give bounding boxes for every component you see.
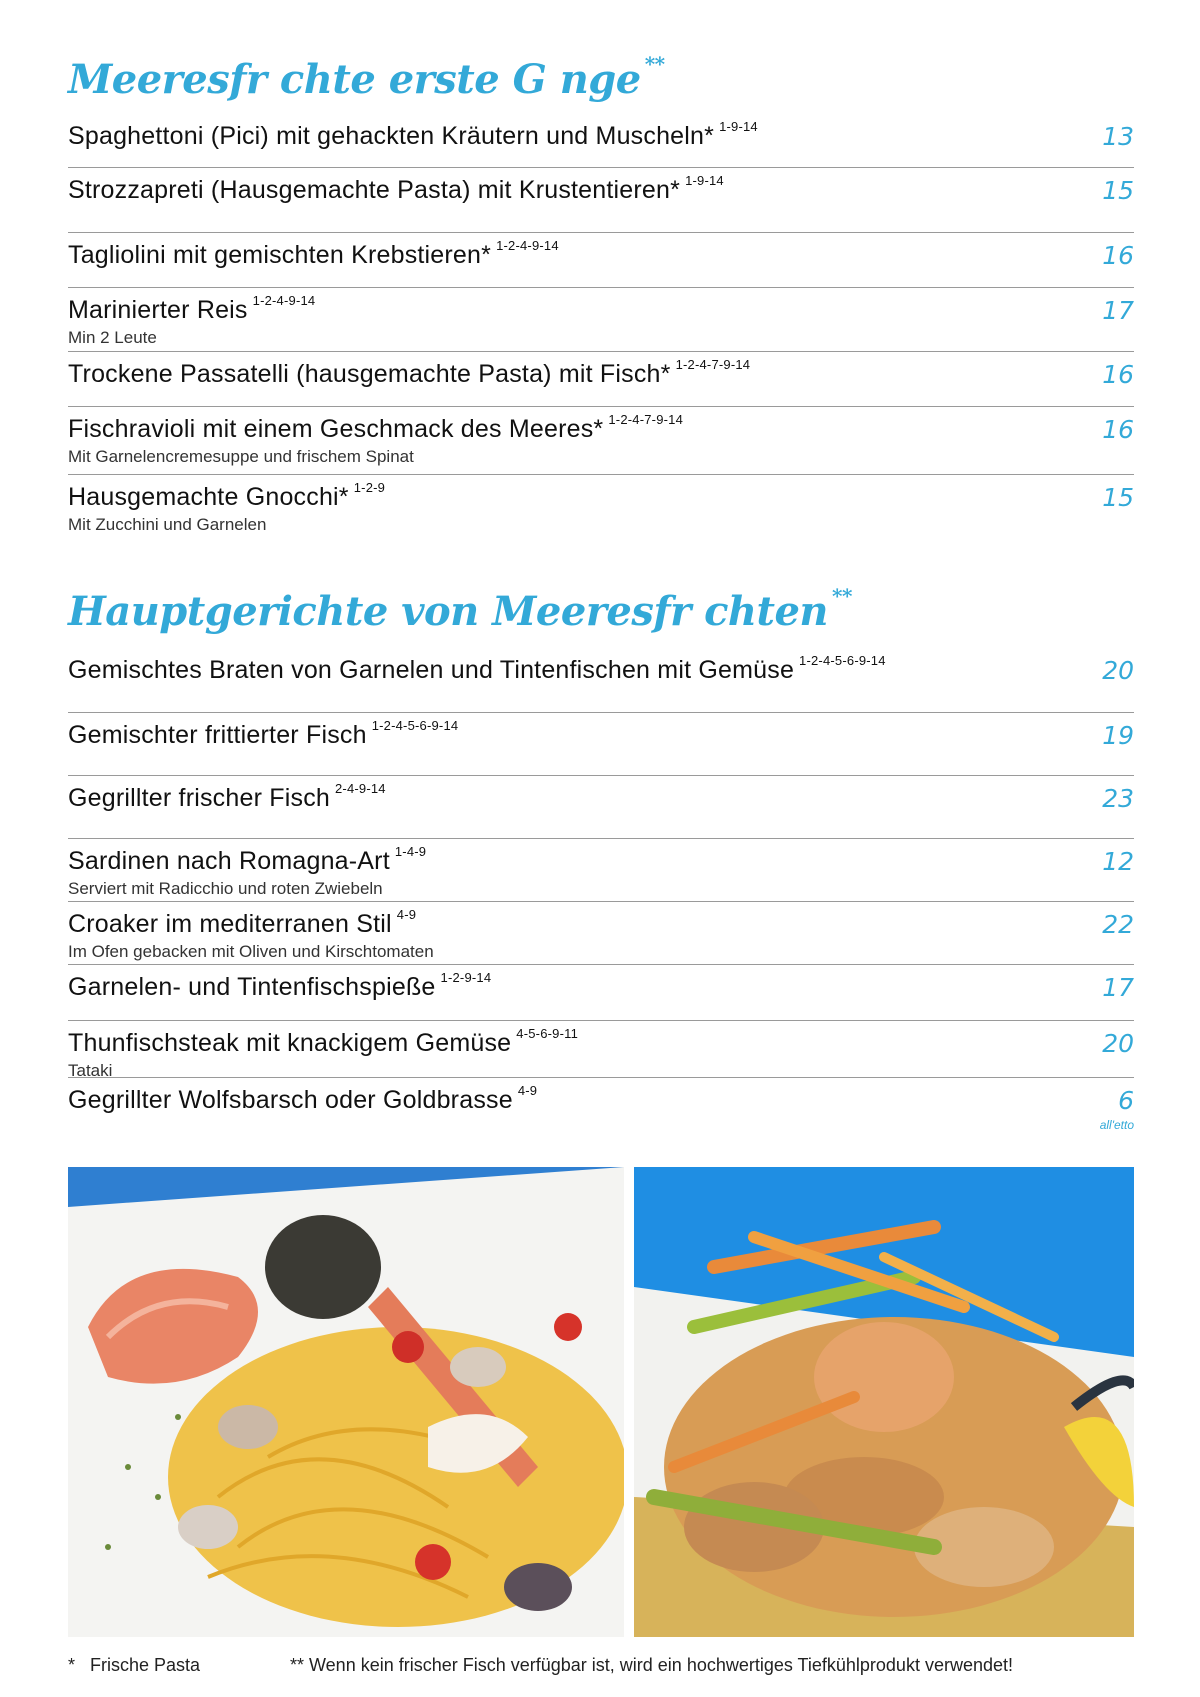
dish-name	[68, 717, 459, 750]
dish-name	[68, 906, 417, 939]
dish-price: 22	[1102, 910, 1134, 939]
allergen-codes: 1-2-4-9-14	[496, 237, 559, 253]
dish-price: 23	[1102, 784, 1134, 813]
allergen-codes: 1-2-4-5-6-9-14	[371, 717, 459, 733]
dish-name	[68, 356, 751, 389]
dish-description: Mit Garnelencremesuppe und frischem Spinat	[68, 447, 414, 466]
allergen-codes: 1-2-9	[353, 479, 386, 495]
dish-name-text: Thunfischsteak mit knackigem Gemüse	[68, 1029, 512, 1057]
dish-price: 6	[1118, 1086, 1134, 1115]
dish-name	[68, 780, 386, 813]
dish-name	[68, 237, 559, 270]
section-title-main-courses: Hauptgerichte von Meeresfr chten **	[68, 584, 852, 635]
allergen-codes: 4-9	[396, 906, 417, 922]
menu-item	[68, 1021, 1134, 1078]
first-courses-list	[68, 114, 1134, 533]
dish-name	[68, 652, 886, 685]
menu-item	[68, 839, 1134, 902]
dish-name-text: Gegrillter Wolfsbarsch oder Goldbrasse	[68, 1086, 513, 1114]
price-unit-note: all'etto	[1099, 1118, 1134, 1132]
dish-name-text: Spaghettoni (Pici) mit gehackten Kräutern und Muscheln*	[68, 122, 715, 150]
dish-name	[68, 1025, 579, 1058]
dish-price: 20	[1102, 656, 1134, 685]
menu-item	[68, 776, 1134, 839]
dish-price: 17	[1102, 296, 1134, 325]
dish-name-text: Strozzapreti (Hausgemachte Pasta) mit Krustentieren*	[68, 176, 681, 204]
fried-seafood-photo	[634, 1167, 1134, 1637]
allergen-codes: 1-4-9	[394, 843, 427, 859]
footnote-fresh-pasta: * Frische Pasta	[68, 1655, 201, 1675]
allergen-codes: 1-2-4-5-6-9-14	[799, 652, 886, 668]
dish-price: 16	[1102, 241, 1134, 270]
allergen-codes: 4-5-6-9-11	[516, 1025, 579, 1041]
dish-name-text: Sardinen nach Romagna-Art	[68, 847, 390, 875]
dish-name-text: Tagliolini mit gemischten Krebstieren*	[68, 241, 492, 269]
seafood-pasta-photo	[68, 1167, 624, 1637]
dish-description: Im Ofen gebacken mit Oliven und Kirschtomaten	[68, 942, 434, 961]
menu-item	[68, 1078, 1134, 1130]
dish-price: 15	[1102, 483, 1134, 512]
menu-item	[68, 352, 1134, 407]
main-courses-list	[68, 648, 1134, 1130]
dish-price: 13	[1102, 122, 1134, 151]
dish-name	[68, 118, 758, 151]
dish-name-text: Garnelen- und Tintenfischspieße	[68, 973, 436, 1001]
menu-item	[68, 407, 1134, 475]
menu-item	[68, 114, 1134, 168]
dish-name	[68, 292, 316, 325]
dish-name	[68, 969, 492, 1002]
dish-price: 19	[1102, 721, 1134, 750]
allergen-codes: 4-9	[517, 1082, 538, 1098]
section-title-first-courses: Meeresfr chte erste G nge **	[68, 52, 665, 103]
menu-item	[68, 288, 1134, 352]
allergen-codes: 2-4-9-14	[335, 780, 386, 796]
dish-description: Mit Zucchini und Garnelen	[68, 515, 267, 534]
dish-price: 20	[1102, 1029, 1134, 1058]
allergen-codes: 1-2-9-14	[440, 969, 492, 985]
dish-name-text: Trockene Passatelli (hausgemachte Pasta) mit Fisch*	[68, 360, 671, 388]
dish-name-text: Gegrillter frischer Fisch	[68, 784, 330, 812]
dish-name-text: Gemischtes Braten von Garnelen und Tintenfischen mit Gemüse	[68, 656, 795, 684]
dish-name	[68, 479, 386, 512]
dish-name	[68, 411, 684, 444]
menu-item	[68, 713, 1134, 776]
allergen-codes: 1-2-4-7-9-14	[608, 411, 684, 427]
menu-item	[68, 168, 1134, 233]
dish-description: Tataki	[68, 1061, 113, 1080]
dish-name-text: Hausgemachte Gnocchi*	[68, 483, 349, 511]
dish-price: 12	[1102, 847, 1134, 876]
allergen-codes: 1-2-4-7-9-14	[675, 356, 751, 372]
dish-price: 16	[1102, 415, 1134, 444]
dish-name-text: Croaker im mediterranen Stil	[68, 910, 392, 938]
menu-item	[68, 475, 1134, 533]
menu-item	[68, 648, 1134, 713]
footnote-frozen-fish: ** Wenn kein frischer Fisch verfügbar ist, wird ein hochwertiges Tiefkühlprodukt verwendet!	[290, 1655, 1013, 1675]
menu-item	[68, 965, 1134, 1021]
dish-name-text: Gemischter frittierter Fisch	[68, 721, 367, 749]
dish-description: Serviert mit Radicchio und roten Zwiebeln	[68, 879, 383, 898]
dish-price: 17	[1102, 973, 1134, 1002]
allergen-codes: 1-2-4-9-14	[252, 292, 316, 308]
dish-name-text: Marinierter Reis	[68, 296, 248, 324]
allergen-codes: 1-9-14	[719, 118, 758, 134]
dish-name	[68, 172, 724, 205]
dish-price: 15	[1102, 176, 1134, 205]
allergen-codes: 1-9-14	[685, 172, 724, 188]
dish-name	[68, 1082, 538, 1115]
menu-item	[68, 233, 1134, 288]
menu-item	[68, 902, 1134, 965]
dish-name-text: Fischravioli mit einem Geschmack des Meeres*	[68, 415, 604, 443]
dish-description: Min 2 Leute	[68, 328, 157, 347]
dish-price: 16	[1102, 360, 1134, 389]
dish-name	[68, 843, 427, 876]
